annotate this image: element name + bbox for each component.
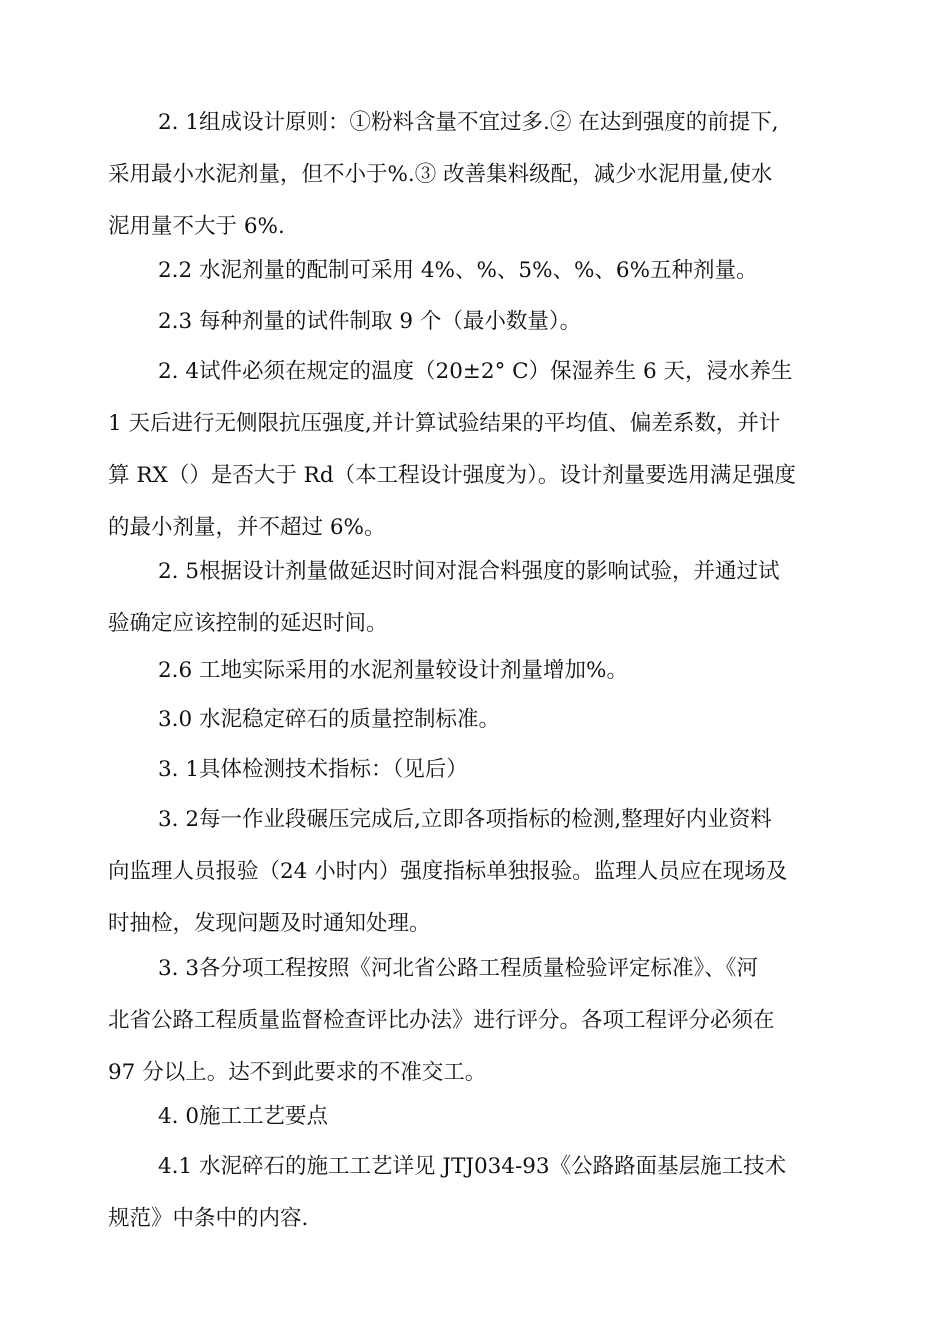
paragraph-4-0 <box>108 1091 853 1143</box>
text-line: 北省公路工程质量监督检查评比办法》进行评分。各项工程评分必须在 <box>108 1008 775 1033</box>
paragraph-3-2 <box>108 794 853 950</box>
text-line: 3. 1具体检测技术指标：（见后） <box>158 757 468 782</box>
text-line: 的最小剂量，并不超过 6%。 <box>108 515 386 540</box>
paragraph-2-1 <box>108 97 853 253</box>
text-line: 2.2 水泥剂量的配制可采用 4%、%、5%、%、6%五种剂量。 <box>158 258 758 283</box>
paragraph-2-6 <box>108 645 853 697</box>
text-line: 2. 4试件必须在规定的温度（20±2° C）保湿养生 6 天，浸水养生 <box>158 359 793 384</box>
text-line: 2. 5根据设计剂量做延迟时间对混合料强度的影响试验，并通过试 <box>158 559 780 584</box>
paragraph-3-0 <box>108 694 853 746</box>
text-line: 2. 1组成设计原则：①粉料含量不宜过多.② 在达到强度的前提下, <box>158 110 779 135</box>
text-line: 2.3 每种剂量的试件制取 9 个（最小数量）。 <box>158 309 582 334</box>
text-line: 4. 0施工工艺要点 <box>158 1104 329 1129</box>
text-line: 2.6 工地实际采用的水泥剂量较设计剂量增加%。 <box>158 658 628 683</box>
paragraph-2-3 <box>108 296 853 348</box>
text-line: 1 天后进行无侧限抗压强度,并计算试验结果的平均值、偏差系数，并计 <box>108 411 781 436</box>
text-line: 4.1 水泥碎石的施工工艺详见 JTJ034-93《公路路面基层施工技术 <box>158 1154 787 1179</box>
paragraph-2-4 <box>108 346 853 554</box>
text-line: 97 分以上。达不到此要求的不准交工。 <box>108 1060 487 1085</box>
paragraph-3-3 <box>108 943 853 1099</box>
text-line: 3.0 水泥稳定碎石的质量控制标准。 <box>158 707 501 732</box>
paragraph-3-1 <box>108 744 853 796</box>
paragraph-4-1 <box>108 1141 853 1245</box>
text-line: 3. 3各分项工程按照《河北省公路工程质量检验评定标准》、《河 <box>158 956 759 981</box>
text-line: 3. 2每一作业段碾压完成后,立即各项指标的检测,整理好内业资料 <box>158 807 772 832</box>
text-line: 规范》中条中的内容. <box>108 1206 309 1231</box>
text-line: 泥用量不大于 6%. <box>108 214 285 239</box>
text-line: 向监理人员报验（24 小时内）强度指标单独报验。监理人员应在现场及 <box>108 859 788 884</box>
text-line: 时抽检，发现问题及时通知处理。 <box>108 911 431 936</box>
paragraph-2-2 <box>108 245 853 297</box>
text-line: 验确定应该控制的延迟时间。 <box>108 611 388 636</box>
text-line: 算 RX（）是否大于 Rd（本工程设计强度为）。设计剂量要选用满足强度 <box>108 463 796 488</box>
paragraph-2-5 <box>108 546 853 650</box>
text-line: 采用最小水泥剂量，但不小于%.③ 改善集料级配，减少水泥用量,使水 <box>108 162 773 187</box>
